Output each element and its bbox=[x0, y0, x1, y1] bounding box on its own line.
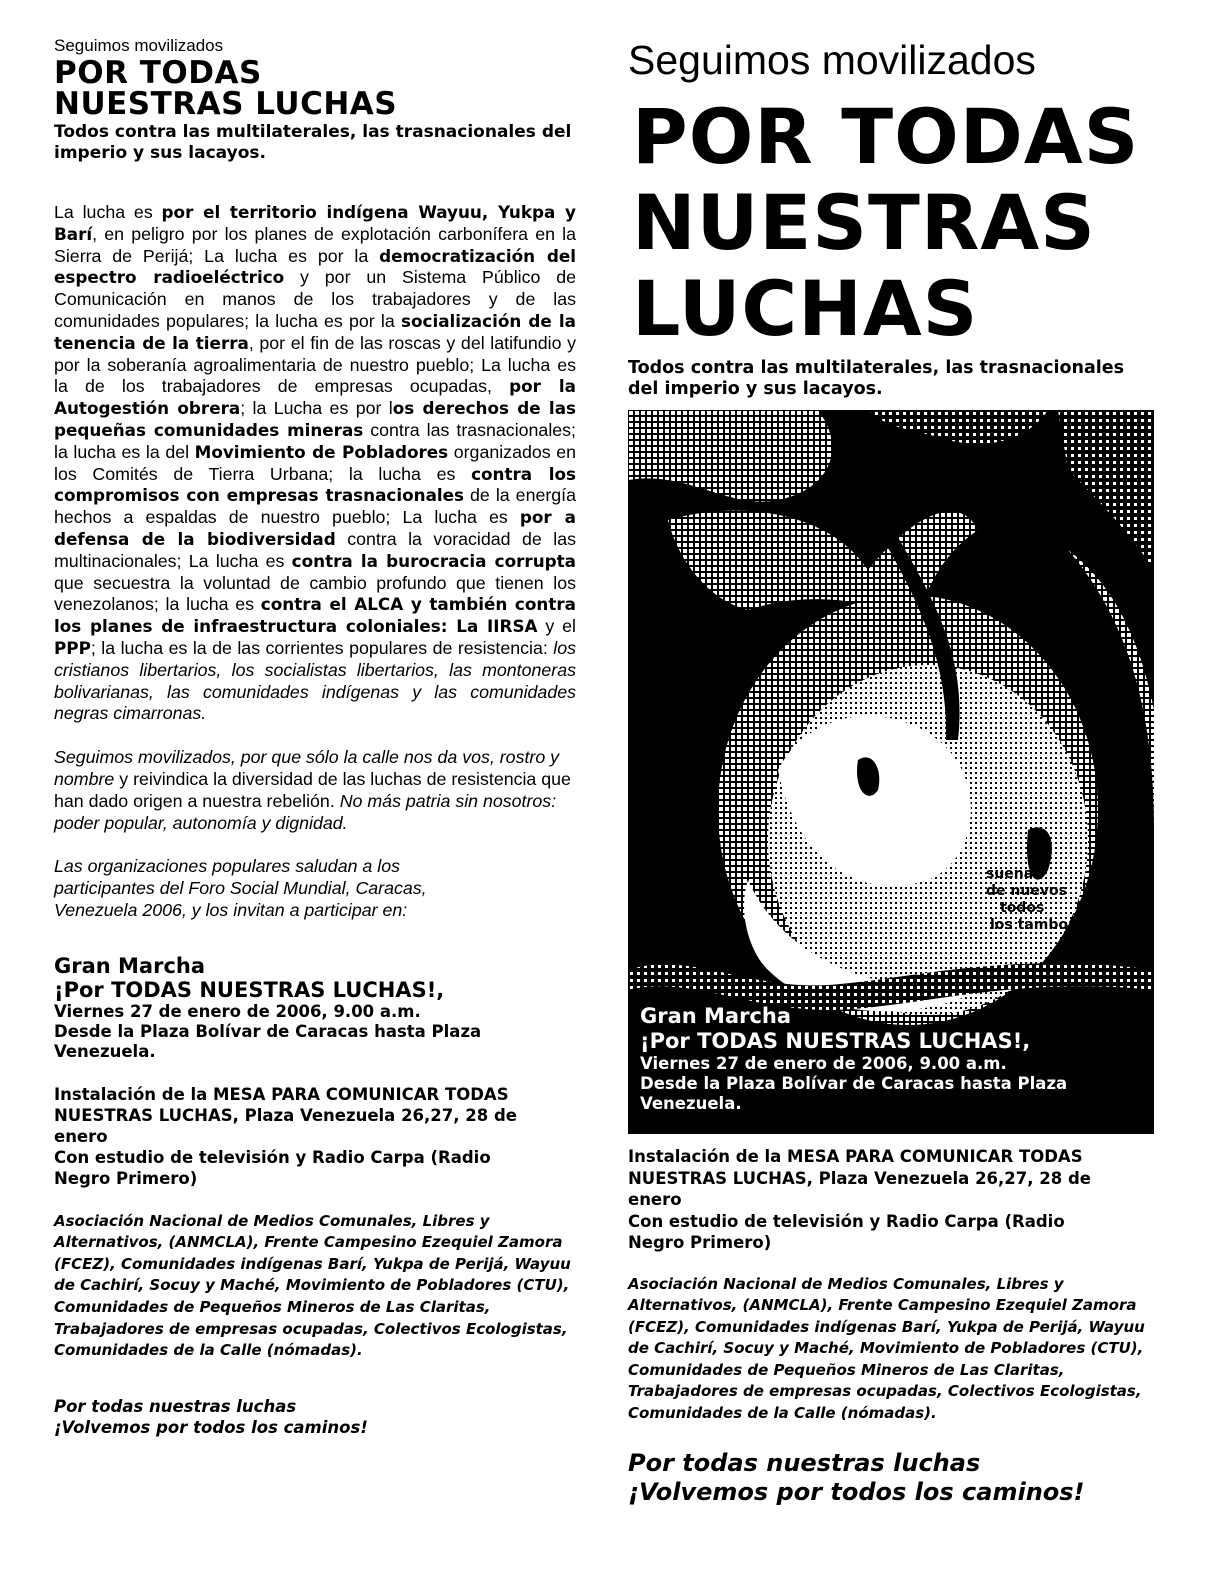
text-run: ; la lucha es la de las corrientes populares de resistencia: bbox=[90, 637, 554, 658]
right-headline-line: NUESTRAS bbox=[632, 178, 1096, 267]
text-run: contra los compromisos con empresas trasnacionales bbox=[54, 463, 576, 506]
mesa-line: Negro Primero) bbox=[628, 1233, 772, 1252]
text-run: PPP bbox=[54, 637, 91, 658]
right-headline-line: POR TODAS bbox=[632, 92, 1140, 181]
caption-line: de nuevos bbox=[986, 883, 1067, 899]
left-invite-paragraph bbox=[54, 856, 576, 921]
left-column bbox=[54, 36, 576, 1439]
left-subtitle: Todos contra las multilaterales, las trasnacionales del imperio y sus lacayos. bbox=[54, 122, 572, 163]
left-headline bbox=[54, 55, 576, 122]
poster-caption bbox=[986, 866, 1093, 934]
slogan-line: Por todas nuestras luchas bbox=[54, 1396, 297, 1416]
left-kicker: Seguimos movilizados bbox=[54, 36, 224, 55]
halftone-poster-image bbox=[628, 410, 1154, 1134]
org-line: Asociación Nacional de Medios Comunales, Libres y bbox=[54, 1211, 490, 1230]
right-headline-line: LUCHAS bbox=[632, 264, 979, 353]
mesa-line: enero bbox=[54, 1126, 108, 1146]
mesa-line: enero bbox=[628, 1190, 682, 1209]
text-run: , en peligro por los planes de explotación carbonífera en la Sierra de Perijá; La lucha es por la bbox=[54, 223, 576, 266]
slogan-line: Por todas nuestras luchas bbox=[628, 1448, 981, 1477]
subtitle-line: Todos contra las multilaterales, las trasnacionales bbox=[628, 358, 1125, 378]
text-run: por a defensa de la biodiversidad bbox=[54, 507, 577, 549]
org-line: de Cachirí, Socuy y Maché, Movimiento de Pobladores (CTU), bbox=[54, 1276, 570, 1295]
org-line: Comunidades de la Calle (nómadas). bbox=[628, 1404, 937, 1423]
right-march-detail bbox=[640, 1054, 1067, 1114]
right-headline bbox=[632, 94, 1164, 352]
right-organizations bbox=[628, 1274, 1164, 1425]
org-line: Comunidades de Pequeños Mineros de Las Claritas, bbox=[628, 1360, 1065, 1379]
mesa-line: NUESTRAS LUCHAS, Plaza Venezuela 26,27, 28 de bbox=[628, 1168, 1091, 1188]
march-detail-line: Venezuela. bbox=[640, 1094, 742, 1113]
subtitle-line: del imperio y sus lacayos. bbox=[628, 379, 883, 399]
left-march-detail bbox=[54, 1002, 576, 1062]
mesa-line: Instalación de la MESA PARA COMUNICAR TODAS bbox=[628, 1147, 1083, 1166]
text-run: de la energía hechos a espaldas de nuestro pueblo; La lucha es bbox=[54, 485, 576, 528]
text-run: y reivindica la diversidad de las luchas de resistencia que han dado origen a nuestra rebelión. bbox=[54, 768, 571, 811]
right-march-title bbox=[640, 1004, 1067, 1054]
mesa-line: Con estudio de televisión y Radio Carpa (Radio bbox=[628, 1211, 1065, 1231]
march-detail-line: Venezuela. bbox=[54, 1041, 156, 1061]
text-run: Seguimos movilizados, por que sólo la calle nos da vos, rostro y nombre bbox=[54, 747, 560, 789]
text-run: democratización del espectro radioeléctrico bbox=[54, 245, 576, 288]
org-line: (FCEZ), Comunidades indígenas Barí, Yukpa de Perijá, Wayuu bbox=[628, 1317, 1145, 1336]
text-run: que secuestra la voluntad de cambio profundo que tienen los venezolanos; la lucha es bbox=[54, 572, 576, 615]
left-body-paragraph bbox=[54, 202, 576, 725]
right-slogan bbox=[628, 1449, 1164, 1507]
text-run: contra el ALCA y también contra los planes de infraestructura coloniales: La IIRSA bbox=[54, 594, 576, 637]
invite-line: participantes del Foro Social Mundial, Caracas, bbox=[54, 878, 427, 899]
text-run: por la Autogestión obrera bbox=[54, 376, 576, 419]
right-kicker: Seguimos movilizados bbox=[628, 37, 1036, 83]
text-run: , por el fin de las roscas y del latifundio y por la soberanía agroalimentaria de nuestro pueblo; La lucha es la de los trabajadores de empresas ocupadas, bbox=[54, 332, 577, 397]
right-march-announcement bbox=[640, 1004, 1067, 1114]
text-run: La lucha es bbox=[54, 202, 162, 222]
text-run: No más patria sin nosotros: poder popular, autonomía y dignidad. bbox=[54, 790, 557, 833]
text-run: organizados en los Comités de Tierra Urbana; la lucha es bbox=[54, 441, 576, 484]
org-line: Asociación Nacional de Medios Comunales, Libres y bbox=[628, 1274, 1064, 1293]
text-run: socialización de la tenencia de la tierra bbox=[54, 310, 576, 353]
left-mesa-announcement bbox=[54, 1084, 576, 1189]
slogan-line: ¡Volvemos por todos los caminos! bbox=[54, 1418, 368, 1438]
march-detail-line: Desde la Plaza Bolívar de Caracas hasta Plaza bbox=[640, 1074, 1068, 1093]
caption-line: todos bbox=[1000, 900, 1045, 916]
mesa-line: Con estudio de televisión y Radio Carpa (Radio bbox=[54, 1147, 491, 1167]
left-slogan bbox=[54, 1396, 576, 1439]
march-title-line: ¡Por TODAS NUESTRAS LUCHAS!, bbox=[54, 977, 445, 1002]
left-headline-line: POR TODAS bbox=[54, 55, 262, 91]
org-line: Comunidades de la Calle (nómadas). bbox=[54, 1341, 363, 1360]
text-run: y por un Sistema Público de Comunicación en manos de los trabajadores y de las comunidades populares; la lucha es por la bbox=[54, 267, 577, 331]
caption-line: suenan bbox=[986, 866, 1044, 882]
org-line: Alternativos, (ANMCLA), Frente Campesino Ezequiel Zamora bbox=[628, 1296, 1137, 1315]
org-line: Trabajadores de empresas ocupadas, Colectivos Ecologistas, bbox=[628, 1382, 1142, 1401]
text-run: contra las trasnacionales; la lucha es la del bbox=[54, 419, 576, 462]
march-detail-line: Desde la Plaza Bolívar de Caracas hasta Plaza bbox=[54, 1021, 482, 1041]
text-run: os derechos de las pequeñas comunidades mineras bbox=[54, 398, 577, 440]
march-title-line: Gran Marcha bbox=[54, 953, 206, 978]
right-mesa-announcement bbox=[628, 1146, 1164, 1254]
invite-line: Las organizaciones populares saludan a los bbox=[54, 856, 400, 877]
march-detail-line: Viernes 27 de enero de 2006, 9.00 a.m. bbox=[640, 1054, 1007, 1073]
org-line: Alternativos, (ANMCLA), Frente Campesino Ezequiel Zamora bbox=[54, 1233, 563, 1252]
march-title-line: Gran Marcha bbox=[640, 1004, 792, 1028]
org-line: de Cachirí, Socuy y Maché, Movimiento de Pobladores (CTU), bbox=[628, 1339, 1144, 1358]
mesa-line: Negro Primero) bbox=[54, 1168, 198, 1188]
org-line: (FCEZ), Comunidades indígenas Barí, Yukpa de Perijá, Wayuu bbox=[54, 1254, 571, 1273]
org-line: Trabajadores de empresas ocupadas, Colectivos Ecologistas, bbox=[54, 1319, 568, 1338]
mesa-line: NUESTRAS LUCHAS, Plaza Venezuela 26,27, 28 de bbox=[54, 1105, 517, 1125]
text-run: contra la burocracia corrupta bbox=[291, 550, 576, 571]
left-closing-paragraph bbox=[54, 747, 576, 834]
text-run: y el bbox=[537, 616, 576, 637]
mesa-line: Instalación de la MESA PARA COMUNICAR TODAS bbox=[54, 1084, 509, 1104]
text-run: los cristianos libertarios, los socialistas libertarios, las montoneras bolivarianas, las comunidades indígenas y las comunidades negras cimarronas. bbox=[54, 637, 576, 724]
text-run: Movimiento de Pobladores bbox=[194, 441, 449, 462]
text-run: contra la voracidad de las multinacionales; La lucha es bbox=[54, 528, 577, 571]
text-run: ; la Lucha es por l bbox=[240, 398, 393, 419]
march-title-line: ¡Por TODAS NUESTRAS LUCHAS!, bbox=[640, 1029, 1031, 1053]
left-headline-line: NUESTRAS LUCHAS bbox=[54, 86, 398, 122]
right-subtitle bbox=[628, 358, 1164, 400]
slogan-line: ¡Volvemos por todos los caminos! bbox=[628, 1477, 1085, 1506]
caption-line: los tambores bbox=[990, 917, 1093, 933]
right-column bbox=[628, 36, 1164, 1507]
invite-line: Venezuela 2006, y los invitan a participar en: bbox=[54, 899, 408, 920]
text-run: por el territorio indígena Wayuu, Yukpa y Barí bbox=[54, 202, 576, 244]
march-detail-line: Viernes 27 de enero de 2006, 9.00 a.m. bbox=[54, 1001, 421, 1021]
left-organizations bbox=[54, 1211, 576, 1362]
left-march-title bbox=[54, 954, 576, 1002]
org-line: Comunidades de Pequeños Mineros de Las Claritas, bbox=[54, 1298, 491, 1317]
